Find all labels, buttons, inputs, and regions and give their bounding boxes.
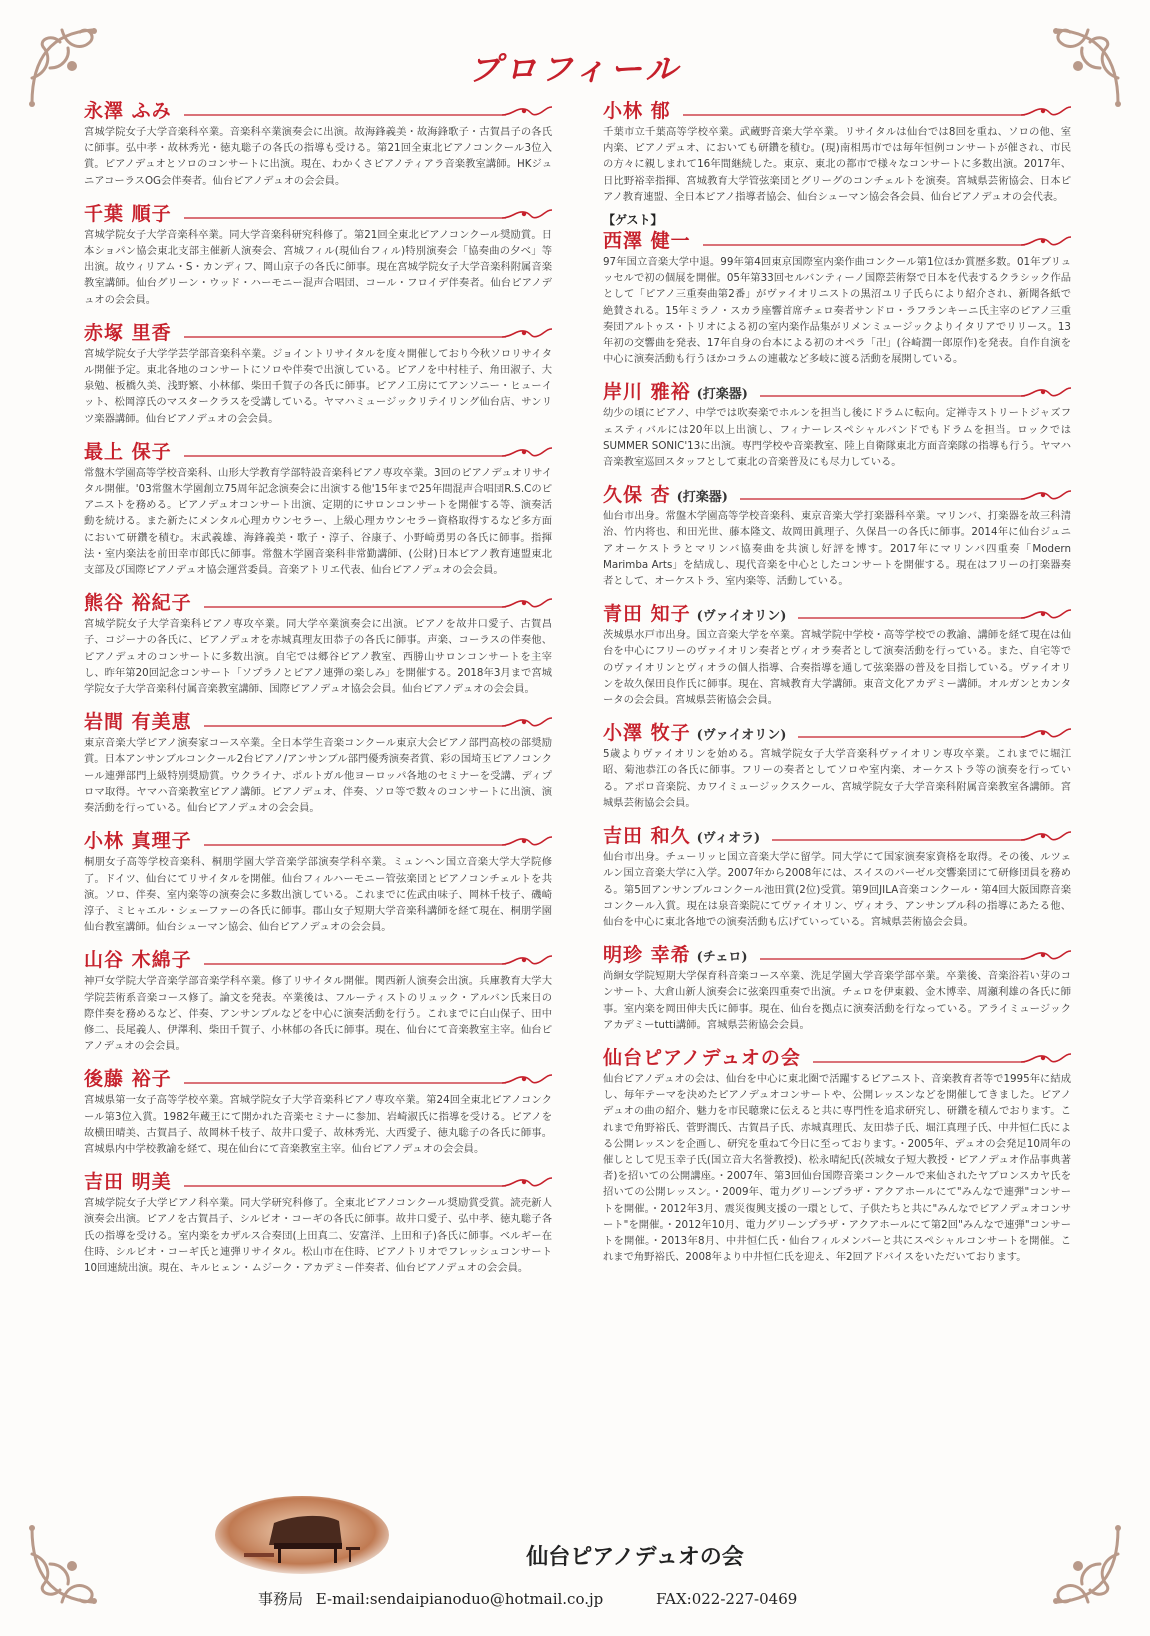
email-text: E-mail:sendaipianoduo@hotmail.co.jp <box>315 1590 604 1608</box>
profile-name <box>603 1043 801 1070</box>
divider-flourish-icon <box>703 235 1071 249</box>
profile-name-text: 山谷 木綿子 <box>84 949 192 972</box>
divider-flourish-icon <box>772 830 1071 844</box>
profile-header <box>84 707 552 735</box>
footer-contact <box>258 1588 958 1609</box>
profile-biography: 宮城県第一女子高等学校卒業。宮城学院女子大学音楽科ピアノ専攻卒業。第24回全東北ピアノコンクール第3位入賞。1982年蔵王にて開かれた音楽セミナーに参加、岩崎淑氏に指導を受ける。ピアノを故横田晴美、古賀昌子、故岡林千枝子、故井口愛子、故林秀光、大西愛子、徳丸聡子の各氏に師事。宮城県内中学校教諭を経て、現在仙台にて音楽教室主宰。仙台ピアノデュオの会会員。 <box>84 1094 552 1155</box>
profile-biography: 桐朋女子高等学校音楽科、桐朋学園大学音楽学部演奏学科卒業。ミュンヘン国立音楽大学大学院修了。ドイツ、仙台にてリサイタルを開催。仙台フィルハーモニー管弦楽団とピアノコンチェルトを共演。ソロ、伴奏、室内楽等の演奏会に多数出演している。これまでに佐武由味子、岡林千枝子、磯崎淳子、ミヒャエル・シェーファーの各氏に師事。郡山女子短期大学音楽科講師を経て現在、桐朋学園仙台教室講師。仙台シューマン協会、仙台ピアノデュオの会会員。 <box>84 856 552 934</box>
profile-entry <box>603 226 1071 367</box>
profile-biography: 仙台ピアノデュオの会は、仙台を中心に東北圏で活躍するピアニスト、音楽教育者等で1995年に結成し、毎年テーマを決めたピアノデュオコンサートや、公開レッスンなどを開催してきました。ピアノデュオの曲の紹介、魅力を市民聴衆に伝えると共に専門性を追求研究し、研鑽を積んでおります。これまで角野裕氏、菅野潤氏、古賀昌子氏、赤城真理氏、友田恭子氏、堀江真理子氏、中井恒仁氏による公開レッスンを企画し、研究を重ねて今日に至っております。・2005年、デュオの会発足10周年の催しとして児玉幸子氏(国立音大名誉教授)、松永晴紀氏(茨城女子短大教授・ピアノデュオ作品事典著者)を招いての公開講座。・2007年、第3回仙台国際音楽コンクールで来仙されたヤブロンスカヤ氏を招いての公開レッスン。・2009年、電力グリーンプラザ・アクアホールにて"みんなで連弾"コンサートを開催。・2012年3月、震災復興支援の一環として、子供たちと共に"みんなでピアノデュオコンサート"を開催。・2012年10月、電力グリーンプラザ・アクアホールにて第2回"みんなで連弾"コンサートを開催。・2013年8月、中井恒仁氏・仙台フィルメンバーと共にスペシャルコンサートを開催。これまで角野裕氏、2008年より中井恒仁氏を迎え、年2回アドバイスをいただいております。 <box>603 1072 1071 1264</box>
profile-header <box>603 96 1071 124</box>
profile-name <box>603 96 671 123</box>
divider-flourish-icon <box>798 727 1071 741</box>
profile-name-text: 小林 郁 <box>603 100 671 122</box>
profile-biography: 5歳よりヴァイオリンを始める。宮城学院女子大学音楽科ヴァイオリン専攻卒業。これまでに堀江昭、菊池恭江の各氏に師事。フリーの奏者としてソロや室内楽、オーケストラ等の演奏を行っている。アポロ音楽院、カワイミュージックスクール、宮城学院女子大学音楽科附属音楽教室各講師。宮城県芸術協会会員。 <box>603 748 1071 809</box>
profile-name-text: 仙台ピアノデュオの会 <box>603 1046 801 1069</box>
right-column <box>603 96 1071 1275</box>
profile-header <box>603 1043 1071 1071</box>
profile-instrument: (打楽器) <box>676 490 728 506</box>
profile-biography: 宮城学院女子大学ピアノ科卒業。同大学研究科修了。全東北ピアノコンクール奨励賞受賞。読売新人演奏会出演。ピアノを古賀昌子、シルビオ・コーギの各氏に師事。故井口愛子、弘中孝、徳丸聡子各氏の指導を受ける。室内楽をカザルス合奏団(上田真二、安富洋、上田和子)各氏に師事。ベルギー在住時、シルビオ・コーギ氏と連弾リサイタル。松山市在住時、ピアノトリオでフレッシュコンサート10回連続出演。現在、キルヒェン・ムジーク・アカデミー伴奏者、仙台ピアノデュオの会会員。 <box>84 1197 552 1274</box>
profile-name <box>84 588 192 615</box>
profile-name <box>603 377 748 404</box>
profile-header <box>603 718 1071 746</box>
profile-name-text: 後藤 裕子 <box>84 1068 172 1091</box>
profile-biography: 宮城学院女子大学音楽科ピアノ専攻卒業。同大学卒業演奏会に出演。ピアノを故井口愛子、古賀昌子、コジーナの各氏に、ピアノデュオを赤城真理友田恭子の各氏に師事。声楽、コーラスの伴奏他、ピアノデュオのコンサートに多数出演。自宅では郷谷ピアノ教室、西勝山サロンコンサートを主宰し、昨年第20回記念コンサート「ソプラノとピアノ連弾の楽しみ」を開催する。2018年3月まで宮城学院女子大学音楽科付属音楽教室講師、国際ピアノデュオ協会会員。仙台ピアノデュオの会会員。 <box>84 618 552 696</box>
divider-flourish-icon <box>740 489 1071 503</box>
profile-header <box>603 226 1071 254</box>
divider-flourish-icon <box>760 386 1071 400</box>
profile-entry <box>84 707 552 816</box>
profile-entry <box>84 826 552 935</box>
profile-biography: 神戸女学院大学音楽学部音楽学科卒業。修了リサイタル開催。関西新人演奏会出演。兵庫教育大学大学院芸術系音楽コース修了。論文を発表。卒業後は、フルーティストのリュック・アルバン氏来日の際伴奏を務めるなど、伴奏、アンサンブルなどを中心に演奏活動を行う。これまでに白山保子、田中修二、長尾義人、伊澤利、柴田千賀子、小林郁の各氏に師事。現在、仙台にて音楽教室主宰。仙台ピアノデュオの会会員。 <box>84 975 552 1053</box>
profile-biography: 宮城学院女子大学音楽科卒業。音楽科卒業演奏会に出演。故海鋒義美・故海鋒歌子・古賀昌子の各氏に師事。弘中孝・故林秀光・徳丸聡子の各氏の指導も受ける。第21回全東北ピアノコンクール3位入賞。ピアノデュオとソロのコンサートに出演。現在、わかくさピアノティアラ音楽教室講師。HKジュニアコーラスOG会伴奏者。仙台ピアノデュオの会会員。 <box>84 126 552 187</box>
profile-entry <box>84 199 552 308</box>
profile-name <box>603 718 786 745</box>
profile-biography: 常盤木学園高等学校音楽科、山形大学教育学部特設音楽科ピアノ専攻卒業。3回のピアノデュオリサイタル開催。'03常盤木学園創立75周年記念演奏会に出演する他'15年まで25年間混声合唱団R.S.Cのピアニストを務める。ピアノデュオコンサート出演、定期的にサロンコンサートを開催する等、演奏活動を続ける。また新たにメンタル心理カウンセラー、上級心理カウンセラー資格取得するなど多方面において研鑽を積む。末武義雄、海鋒義美・歌子・淳子、谷康子、小野崎勇男の各氏に師事。指揮法・室内楽法を前田幸市郎氏に師事。常盤木学園音楽科非常勤講師、(公財)日本ピアノ教育連盟東北支部及び国際ピアノデュオ協会運営委員。音楽アトリエ代表、仙台ピアノデュオの会会員。 <box>84 466 552 577</box>
profile-name <box>603 940 748 967</box>
profile-name-text: 永澤 ふみ <box>84 100 172 122</box>
profile-biography: 尚絅女学院短期大学保育科音楽コース卒業、洗足学園大学音楽学部卒業。卒業後、音楽浴若い芽のコンサート、大倉山新人演奏会に弦楽四重奏で出演。チェロを伊東毅、金木博幸、周瀬利雄の各氏に師事。室内楽を岡田伸夫氏に師事。現在、仙台を拠点に演奏活動を行なっている。アライミュージックアカデミーtutti講師。宮城県芸術協会会員。 <box>603 970 1071 1031</box>
profile-name-text: 西澤 健一 <box>603 230 691 253</box>
office-label: 事務局 <box>258 1590 304 1608</box>
profile-header <box>603 599 1071 627</box>
profile-name <box>84 437 172 464</box>
profile-entry <box>84 318 552 427</box>
profile-header <box>84 437 552 465</box>
profile-header <box>84 588 552 616</box>
footer-org-name: 仙台ピアノデュオの会 <box>526 1544 744 1570</box>
profile-header <box>603 377 1071 405</box>
profile-name-text: 岩間 有美恵 <box>84 711 192 734</box>
profile-name-text: 小林 真理子 <box>84 830 192 853</box>
profile-instrument: (打楽器) <box>696 387 748 403</box>
divider-flourish-icon <box>813 1052 1071 1066</box>
profile-entry <box>84 588 552 697</box>
guest-label: 【ゲスト】 <box>603 213 663 228</box>
divider-flourish-icon <box>204 835 552 849</box>
profile-header <box>84 945 552 973</box>
profile-header <box>84 318 552 346</box>
profile-name-text: 赤塚 里香 <box>84 321 172 344</box>
divider-flourish-icon <box>683 105 1071 119</box>
page-title: プロフィール <box>468 50 682 88</box>
profile-entry <box>603 599 1071 708</box>
profile-biography: 茨城県水戸市出身。国立音楽大学を卒業。宮城学院中学校・高等学校での教諭、講師を経て現在は仙台を中心にフリーのヴァイオリン奏者とヴィオラ奏者として演奏活動を行っている。また、自宅等でのヴァイオリンとヴィオラの個人指導、合奏指導を通して弦楽器の普及を目指している。ヴァイオリンを故久保田良作氏に師事。現在、宮城教育大学講師。東音文化アカデミー講師。オルガンとカンタータの会会員。宮城県芸術協会会員。 <box>603 629 1071 707</box>
profile-biography: 97年国立音楽大学中退。99年第4回東京国際室内楽作曲コンクール第1位ほか賞歴多数。01年ブリュッセルで初の個展を開催。05年第33回セルバンティーノ国際芸術祭で日本を代表するクラシック作品として「ピアノ三重奏曲第2番」がヴァイオリニストの黒沼ユリ子氏らにより紹介され、新聞各紙で絶賛される。15年ミラノ・スカラ座響首席チェロ奏者サンドロ・ラフランキーニ氏主宰のピアノ三重奏団アルトゥス・トリオによる初の室内楽作品集がリメンミュージックよりイタリアでリリース。13年初の交響曲を発表、17年自身の台本による初のオペラ「卍」(谷崎潤一郎原作)を発表。自作自演を中心に演奏活動も行うほかコラムの連載など多岐に渡る活動を展開している。 <box>603 256 1071 366</box>
profile-name <box>603 821 760 848</box>
divider-flourish-icon <box>798 608 1071 622</box>
profile-name <box>603 599 786 626</box>
profile-entry <box>603 940 1071 1033</box>
profile-header <box>603 821 1071 849</box>
profile-biography: 仙台市出身。常盤木学園高等学校音楽科、東京音楽大学打楽器科卒業。マリンバ、打楽器を故三科清治、竹内将也、和田光世、藤本隆文、故岡田眞理子、久保昌一の各氏に師事。2014年に仙台ジュニアオーケストラとマリンバ協奏曲を共演し好評を博す。2017年にマリンバ四重奏「Modern Marimba Arts」を結成し、現代音楽を中心としたコンサートを開催する。現在はフリーの打楽器奏者として、オーケストラ、室内楽等、活動している。 <box>603 510 1071 588</box>
profile-header <box>603 940 1071 968</box>
profile-entry <box>84 437 552 578</box>
profile-entry <box>84 96 552 189</box>
profile-header <box>84 1167 552 1195</box>
profile-entry <box>603 96 1071 205</box>
profile-name-text: 千葉 順子 <box>84 202 172 225</box>
profile-instrument: (ヴァイオリン) <box>696 609 787 625</box>
profile-entry <box>603 821 1071 930</box>
divider-flourish-icon <box>184 105 552 119</box>
profile-name <box>84 1167 172 1194</box>
profile-name <box>84 945 192 972</box>
divider-flourish-icon <box>184 208 552 222</box>
divider-flourish-icon <box>184 327 552 341</box>
profile-instrument: (ヴィオラ) <box>696 831 761 847</box>
profile-biography: 仙台市出身。チューリッヒ国立音楽大学に留学。同大学にて国家演奏家資格を取得。その後、ルツェルン国立音楽大学に入学。2007年から2008年には、スイスのバーゼル交響楽団にて研修団員を務める。第5回アンサンブルコンクール池田賞(2位)受賞。第9回JILA音楽コンクール・第4回大阪国際音楽コンクール入賞。現在は泉音楽院にてヴァイオリン、ヴィオラ、アンサンブル科の指導にあたる他、仙台を中心に東北各地での演奏活動も広げていっている。宮城県芸術協会会員。 <box>603 851 1071 928</box>
profile-name <box>603 226 691 253</box>
profile-header <box>84 1064 552 1092</box>
profile-name-text: 最上 保子 <box>84 440 172 463</box>
divider-flourish-icon <box>204 716 552 730</box>
profile-name-text: 小澤 牧子 <box>603 722 691 745</box>
profile-entry <box>603 1043 1071 1265</box>
divider-flourish-icon <box>204 597 552 611</box>
profile-name-text: 久保 杏 <box>603 484 671 507</box>
fax-text: FAX:022-227-0469 <box>656 1590 798 1608</box>
profile-entry <box>84 1167 552 1276</box>
profile-header <box>84 96 552 124</box>
profile-name <box>84 318 172 345</box>
profile-biography: 宮城学院女子大学音楽科卒業。同大学音楽科研究科修了。第21回全東北ピアノコンクール奨励賞。日本ショパン協会東北支部主催新人演奏会、宮城フィル(現仙台フィル)特別演奏会「協奏曲の夕べ」等出演。故ウィリアム・S・カンディフ、岡山京子の各氏に師事。現在宮城学院女子大学音楽科附属音楽教室講師。仙台グリーン・ウッド・ハーモニー混声合唱団、コール・フロイデ伴奏者。仙台ピアノデュオの会会員。 <box>84 228 552 306</box>
divider-flourish-icon <box>760 949 1071 963</box>
profile-name-text: 吉田 明美 <box>84 1171 172 1194</box>
profile-entry <box>603 377 1071 470</box>
divider-flourish-icon <box>184 1176 552 1190</box>
divider-flourish-icon <box>184 446 552 460</box>
profile-header <box>84 826 552 854</box>
profile-biography: 宮城学院女子大学学芸学部音楽科卒業。ジョイントリサイタルを度々開催しており今秋ソロリサイタル開催予定。東北各地のコンサートにソロや伴奏で出演している。ピアノを中村桂子、角田淑子、大泉勉、板橋久美、浅野繁、小林郁、柴田千賀子の各氏に師事。ピアノ工房にてアンソニー・ヒューイット、松岡淳氏のマスタークラスを受講している。ヤマハミュージックリテイリング仙台店、サンリツ楽器講師。仙台ピアノデュオの会会員。 <box>84 347 552 425</box>
profile-name-text: 吉田 和久 <box>603 825 691 848</box>
profile-name-text: 青田 知子 <box>603 603 691 626</box>
profile-entry <box>84 945 552 1054</box>
profile-instrument: (チェロ) <box>696 950 748 966</box>
divider-flourish-icon <box>184 1073 552 1087</box>
profile-entry <box>603 480 1071 589</box>
profile-name <box>84 1064 172 1091</box>
profile-name <box>84 707 192 734</box>
profile-name <box>84 199 172 226</box>
left-column <box>84 96 552 1286</box>
profile-name <box>603 480 728 507</box>
profile-biography: 千葉市立千葉高等学校卒業。武蔵野音楽大学卒業。リサイタルは仙台では8回を重ね、ソロの他、室内楽、ピアノデュオ、においても研鑽を積む。(現)南相馬市では毎年恒例コンサートが催され、市民の方々に親しまれて16年間継続した。東京、東北の都市で様々なコンサートに多数出演。2017年、日比野裕幸指揮、宮城教育大学管弦楽団とグリーグのコンチェルトを演奏。宮城県芸術協会、日本ピアノ教育連盟、全日本ピアノ指導者協会、仙台シューマン協会各会員、仙台ピアノデュオの会代表。 <box>603 126 1071 203</box>
profile-header <box>603 480 1071 508</box>
profile-name <box>84 96 172 123</box>
profile-biography: 東京音楽大学ピアノ演奏家コース卒業。全日本学生音楽コンクール東京大会ピアノ部門高校の部奨励賞。日本アンサンブルコンクール2台ピアノ/アンサンブル部門優秀演奏者賞、彩の国埼玉ピアノコンクール連弾部門上級特別奨励賞。ウクライナ、ポルトガル他ヨーロッパ各地のセミナーを受講、ディプロマ取得。ヤマハ音楽教室ピアノ講師。ピアノデュオ、伴奏、ソロ等で数々のコンサートに出演、演奏活動を行っている。仙台ピアノデュオの会会員。 <box>84 737 552 815</box>
profile-entry <box>603 718 1071 811</box>
profile-name-text: 熊谷 裕紀子 <box>84 592 192 615</box>
profile-entry <box>84 1064 552 1157</box>
profile-biography: 幼少の頃にピアノ、中学では吹奏楽でホルンを担当し後にドラムに転向。定禅寺ストリートジャズフェスティバルには20年以上出演し、フィナーレスペシャルバンドでもドラムを担当。ロックではSUMMER SONIC'13に出演。専門学校や音楽教室、陸上自衛隊東北方面音楽隊の指導も行う。ヤマハ音楽教室巡回スタッフとして東北の音楽普及にも尽力している。 <box>603 407 1071 469</box>
profile-name <box>84 826 192 853</box>
profile-instrument: (ヴァイオリン) <box>696 728 787 744</box>
profile-header <box>84 199 552 227</box>
profile-name-text: 岸川 雅裕 <box>603 381 691 404</box>
profile-name-text: 明珍 幸希 <box>603 944 691 967</box>
divider-flourish-icon <box>204 954 552 968</box>
